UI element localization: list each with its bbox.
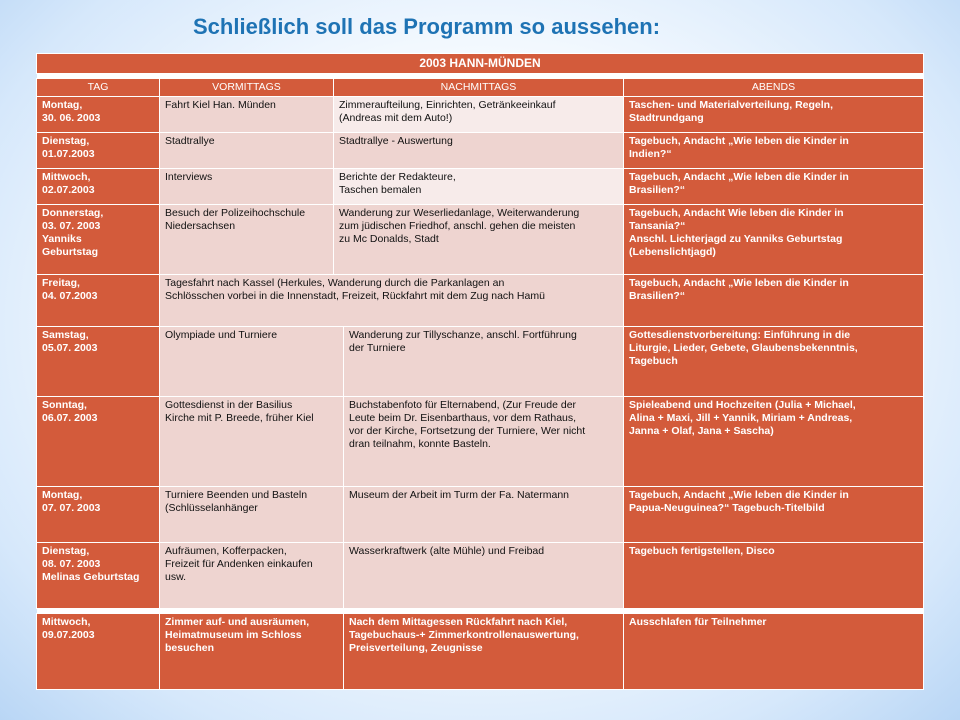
vormittags-cell: Stadtrallye [160,133,334,169]
abends-cell: Tagebuch, Andacht „Wie leben die Kinder in Brasilien?“ [624,275,924,327]
table-row [37,275,924,327]
abends-cell: Tagebuch, Andacht „Wie leben die Kinder in Papua-Neuguinea?“ Tagebuch-Titelbild [624,487,924,543]
table-row [37,487,924,543]
page-heading: Schließlich soll das Programm so aussehen: [193,14,661,39]
abends-cell: Tagebuch, Andacht „Wie leben die Kinder in Brasilien?“ [624,169,924,205]
combined-cell: Tagesfahrt nach Kassel (Herkules, Wanderung durch die Parkanlagen an Schlösschen vorbei in die Innenstadt, Freizeit, Rückfahrt mit dem Zug nach Hamü [160,275,624,327]
vormittags-cell: Fahrt Kiel Han. Münden [160,97,334,133]
abends-cell: Tagebuch, Andacht Wie leben die Kinder in Tansania?“ Anschl. Lichterjagd zu Yanniks Geburtstag (Lebenslichtjagd) [624,205,924,275]
abends-cell: Spieleabend und Hochzeiten (Julia + Michael, Alina + Maxi, Jill + Yannik, Miriam + Andreas, Janna + Olaf, Jana + Sascha) [624,397,924,487]
table-row [37,614,924,690]
day-cell: Montag, 07. 07. 2003 [37,487,160,543]
vormittags-cell: Aufräumen, Kofferpacken, Freizeit für Andenken einkaufen usw. [160,543,344,609]
nachmittags-cell: Zimmeraufteilung, Einrichten, Getränkeeinkauf (Andreas mit dem Auto!) [334,97,624,133]
nachmittags-cell: Berichte der Redakteure, Taschen bemalen [334,169,624,205]
table-row [37,327,924,397]
abends-cell: Ausschlafen für Teilnehmer [624,614,924,690]
nachmittags-cell: Nach dem Mittagessen Rückfahrt nach Kiel, Tagebuchaus-+ Zimmerkontrollenauswertung, Preisverteilung, Zeugnisse [344,614,624,690]
nachmittags-cell: Museum der Arbeit im Turm der Fa. Natermann [344,487,624,543]
vormittags-cell: Interviews [160,169,334,205]
nachmittags-cell: Stadtrallye - Auswertung [334,133,624,169]
abends-cell: Tagebuch, Andacht „Wie leben die Kinder in Indien?“ [624,133,924,169]
vormittags-cell: Gottesdienst in der Basilius Kirche mit P. Breede, früher Kiel [160,397,344,487]
vormittags-cell: Turniere Beenden und Basteln (Schlüsselanhänger [160,487,344,543]
day-cell: Montag, 30. 06. 2003 [37,97,160,133]
nachmittags-cell: Wasserkraftwerk (alte Mühle) und Freibad [344,543,624,609]
day-cell: Mittwoch, 02.07.2003 [37,169,160,205]
day-cell: Samstag, 05.07. 2003 [37,327,160,397]
table-row [37,169,924,205]
nachmittags-cell: Wanderung zur Weserliedanlage, Weiterwanderung zum jüdischen Friedhof, anschl. gehen die meisten zu Mc Donalds, Stadt [334,205,624,275]
day-cell: Dienstag, 01.07.2003 [37,133,160,169]
vormittags-cell: Besuch der Polizeihochschule Niedersachsen [160,205,334,275]
table-row [37,133,924,169]
table-row [37,397,924,487]
header-abends: ABENDS [624,79,924,97]
vormittags-cell: Olympiade und Turniere [160,327,344,397]
day-cell: Sonntag, 06.07. 2003 [37,397,160,487]
day-cell: Dienstag, 08. 07. 2003 Melinas Geburtstag [37,543,160,609]
vormittags-cell: Zimmer auf- und ausräumen, Heimatmuseum im Schloss besuchen [160,614,344,690]
day-cell: Donnerstag, 03. 07. 2003 Yanniks Geburtstag [37,205,160,275]
table-row [37,97,924,133]
day-cell: Mittwoch, 09.07.2003 [37,614,160,690]
abends-cell: Tagebuch fertigstellen, Disco [624,543,924,609]
nachmittags-cell: Wanderung zur Tillyschanze, anschl. Fortführung der Turniere [344,327,624,397]
table-row [37,543,924,609]
header-nachmittags: NACHMITTAGS [334,79,624,97]
abends-cell: Taschen- und Materialverteilung, Regeln, Stadtrundgang [624,97,924,133]
nachmittags-cell: Buchstabenfoto für Elternabend, (Zur Freude der Leute beim Dr. Eisenbarthaus, vor dem Rathaus, vor der Kirche, Fortsetzung der Turniere, Wer nicht dran teilnahm, konnte Basteln. [344,397,624,487]
table-title: 2003 HANN-MÜNDEN [37,54,924,74]
abends-cell: Gottesdienstvorbereitung: Einführung in die Liturgie, Lieder, Gebete, Glaubensbekenntnis, Tagebuch [624,327,924,397]
program-table [36,53,924,690]
table-row [37,205,924,275]
header-tag: TAG [37,79,160,97]
header-vormittags: VORMITTAGS [160,79,334,97]
day-cell: Freitag, 04. 07.2003 [37,275,160,327]
